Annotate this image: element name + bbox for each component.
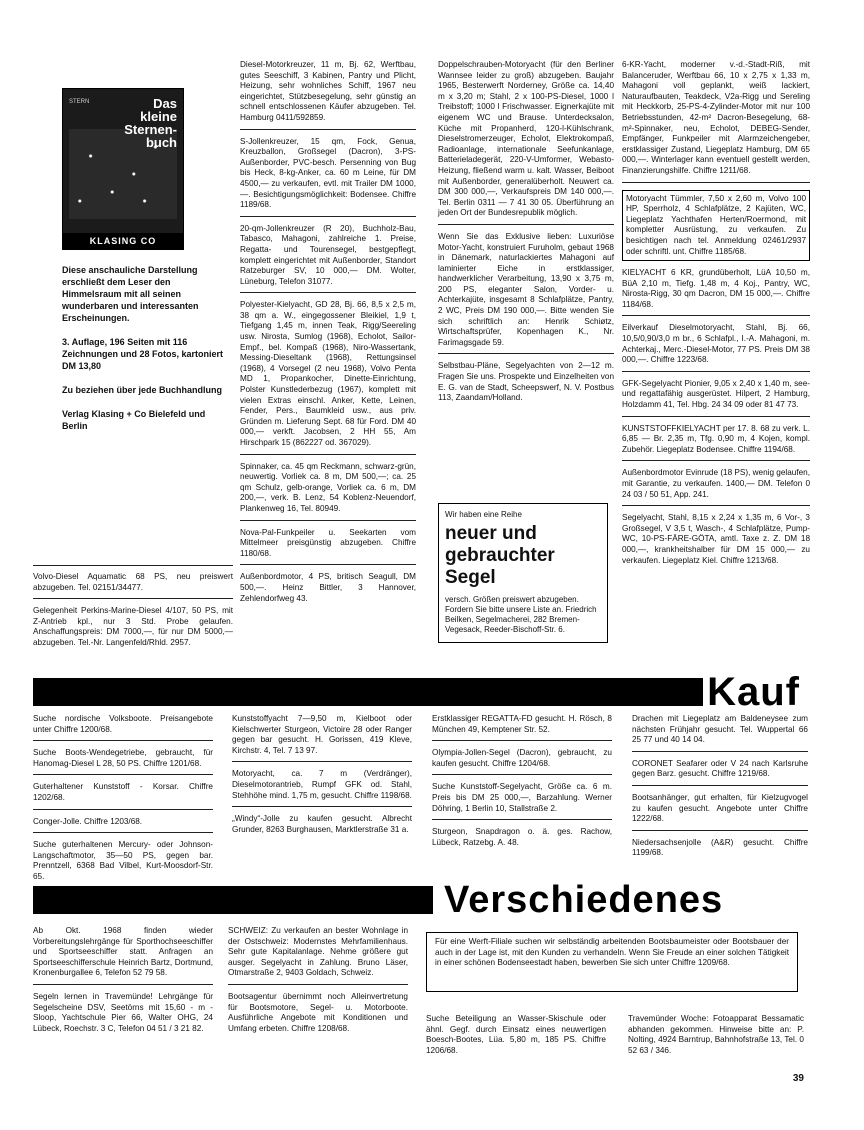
classified-ad: Gelegenheit Perkins-Marine-Diesel 4/107, 50 PS, mit Z-Antrieb kpl., nur 3 Std. Probe gelaufen. Anschaffungspreis: DM 7000,—, für nur DM 5000,— abzugeben. Tel.-Nr. Langenfeld/Rhld. 2957. [33,606,233,647]
kauf-column-4 [632,714,808,871]
classified-ad: Suche Kunststoff-Segelyacht, Größe ca. 6 m. Preis bis DM 25 000,—, Barzahlung. Werner Döhring, 1 Berlin 10, Stallstraße 2. [432,782,612,820]
classified-ad: Segelyacht, Stahl, 8,15 x 2,24 x 1,35 m, 6 Vor-, 3 Großsegel, V 3,5 t, Wasch-, 4 Schlafplätze, Pump-WC, 10-PS-FÄRE-GÖTA, amtl. Taxe z. Z. DM 18 000,—, krankheitshalber für DM 15 000,— zu verkaufen. Liegeplatz Kiel. Chiffre 1213/68. [622,513,810,565]
classified-ad: S-Jollenkreuzer, 15 qm, Fock, Genua, Kreuzballon, Großsegel (Dacron), 3-PS-Außenborder, PVC-besch. Persenning von Bug bis Heck, 8-kg-Anker, ca. 60 m Leine, für DM 4500,— zu verkaufen, evtl. mit Trailer DM 1000,—. Besichtigungsmöglichkeit: Bodensee. Chiffre 1189/68. [240,137,416,217]
classified-ad: Drachen mit Liegeplatz am Baldeneysee zum nächsten Frühjahr gesucht. Tel. Wuppertal 66 25 77 und 40 14 04. [632,714,808,752]
verschiedenes-column-2 [228,926,408,1046]
sails-headline: neuer und gebrauchter Segel [445,523,555,588]
sails-box-ad [438,503,608,643]
classified-ad: Spinnaker, ca. 45 qm Reckmann, schwarz-grün, neuwertig. Vorliek ca. 8 m, DM 500,—; ca. 25 qm Schulz, gelb-orange, Vorliek ca. 6 m, DM 200,—, verk. B. Lenz, 54 Koblenz-Neuendorf, Plankenweg 16, Tel. 80949. [240,462,416,521]
classified-ad: Suche Beteiligung an Wasser-Skischule oder ähnl. Gegf. durch Einsatz eines neuwertigen Boesch-Bootes, Lüa. 5,80 m, 185 PS. Chiffre 1206/68. [426,1014,606,1055]
verschiedenes-column-4 [628,1014,804,1068]
classified-ad: Segeln lernen in Travemünde! Lehrgänge für Segelscheine DSV, Seetörns mit 15,60 - m - Sloop, Yachtschule Pier 66, Walter OHG, 24 Lübeck, Roechstr. 3 C, Telefon 04 51 / 3 21 82. [33,991,213,1033]
book-title: Das kleine Sternen- buch [124,96,177,150]
classified-ad: Niedersachsenjolle (A&R) gesucht. Chiffre 1199/68. [632,837,808,858]
classified-ad: CORONET Seafarer oder V 24 nach Karlsruhe gegen Barz. gesucht. Chiffre 1219/68. [632,759,808,786]
classified-ad: GFK-Segelyacht Pionier, 9,05 x 2,40 x 1,40 m, see- und regattafähig ausgerüstet. Hilpert, 2 Hamburg, Holzdamm 41, Tel. Hbg. 24 34 09 oder 81 47 73. [622,379,810,417]
classified-ad: SCHWEIZ: Zu verkaufen an bester Wohnlage in der Ostschweiz: Modernstes Mehrfamilienhaus. Sehr gute Kapitalanlage. Nehme größere gut ausger. Segelyacht in Zahlung. Bruno Läser, Otmarstraße 2, 9403 Goldach, Schweiz. [228,926,408,985]
classified-ad: Motoryacht, ca. 7 m (Verdränger), Dieselmotorantrieb, Rumpf GFK od. Stahl, Stehhöhe mind. 1,75 m, gesucht. Chiffre 1198/68. [232,769,412,807]
kauf-heading: Kauf [703,672,804,712]
kauf-column-2 [232,714,412,847]
classified-ad: Außenbordmotor Evinrude (18 PS), wenig gelaufen, mit Garantie, zu verkaufen. 1400,— DM. Telefon 0 24 03 / 50 51, App. 241. [622,468,810,506]
classified-ad: Selbstbau-Pläne, Segelyachten von 2—12 m. Fragen Sie uns. Prospekte und Einzelheiten von E. G. van de Stadt, Scheepswerf, N. V. Postbus 113, Zaandam/Holland. [438,361,614,403]
classified-ad: Suche guterhaltenen Mercury- oder Johnson-Langschaftmotor, 35—50 PS, gegen bar. Prenntzell, 6368 Bad Vilbel, Kurt-Moosdorf-Str. 65. [33,840,213,881]
sails-body: versch. Größen preiswert abzugeben. Fordern Sie bitte unsere Liste an. Friedrich Beilken, Segelmacherei, 282 Bremen-Vegesack, Reeder-Bischoff-Str. 6. [445,595,597,634]
classified-ad: Bootsanhänger, gut erhalten, für Kielzugvogel zu kaufen gesucht. Angebote unter Chiffre 1222/68. [632,793,808,831]
classified-ad: Bootsagentur übernimmt noch Alleinvertretung für Bootsmotore, Segel- u. Motorboote. Ausführliche Angebote mit Konditionen und Umfang erbeten. Chiffre 1208/68. [228,991,408,1033]
classified-ad: Eilverkauf Dieselmotoryacht, Stahl, Bj. 66, 10,5/0,90/3,0 m br., 6 Schlafpl., I.-A. Mahagoni, m. Achterkaj., Merc.-Diesel-Motor, 77 PS. Preis DM 38 000,—. Chiffre 1223/68. [622,323,810,371]
verschiedenes-column-1 [33,926,213,1046]
classified-ad: Olympia-Jollen-Segel (Dacron), gebraucht, zu kaufen gesucht. Chiffre 1204/68. [432,748,612,775]
column-1-ads [33,560,233,661]
kauf-banner-bar [33,678,803,706]
kauf-column-3 [432,714,612,860]
classified-ad: KUNSTSTOFFKIELYACHT per 17. 8. 68 zu verk. L. 6,85 — Br. 2,35 m, Tfg. 0,90 m, 4 Kojen, kompl. Zubehör. Liegeplatz Bodensee. Chiffre 1194/68. [622,424,810,462]
verschiedenes-heading: Verschiedenes [440,880,727,920]
classified-ad: „Windy“-Jolle zu kaufen gesucht. Albrecht Grunder, 8263 Burghausen, Marktlerstraße 31 a. [232,814,412,834]
classified-ad: Außenbordmotor, 4 PS, britisch Seagull, DM 500,—. Heinz Bittler, 3 Hannover, Zehlendorfweg 43. [240,572,416,603]
classified-ad: Travemünder Woche: Fotoapparat Bessamatic abhanden gekommen. Hinweise bitte an: P. Nolting, 4924 Barntrup, Bahnhofstraße 13, Tel. 0 52 63 / 346. [628,1014,804,1055]
book-publisher-mark: KLASING CO [63,233,183,249]
book-brand: STERN [69,99,90,105]
classified-ad: Ab Okt. 1968 finden wieder Vorbereitungslehrgänge für Sporthochseeschiffer und Sportseeschiffer statt. Anfragen an Sportseeschifferschule Heinrich Bartz, Dortmund, Kronenburgallee 6, Telefon 52 79 58. [33,926,213,985]
classified-ad: Suche nordische Volksboote. Preisangebote unter Chiffre 1200/68. [33,714,213,741]
promo-publisher: Verlag Klasing + Co Bielefeld und Berlin [62,409,206,431]
classified-ad: Erstklassiger REGATTA-FD gesucht. H. Rösch, 8 München 49, Kemptener Str. 52. [432,714,612,741]
verschiedenes-column-3 [426,1014,606,1068]
promo-details: 3. Auflage, 196 Seiten mit 116 Zeichnungen und 28 Fotos, kartoniert DM 13,80 [62,337,224,371]
classified-ad: KIELYACHT 6 KR, grundüberholt, LüA 10,50 m, BüA 2,10 m, Tiefg. 1,48 m, 4 Koj., Pantry, WC, Nirosta-Rigg, 30 qm Dacron, DM 15 000,—. Chiffre 1184/68. [622,268,810,316]
column-3-ads [438,60,614,416]
classified-ad: 20-qm-Jollenkreuzer (R 20), Buchholz-Bau, Tabasco, Mahagoni, zahlreiche 1. Preise, Regatta- und Tourensegel, bestgepflegt, komplett eingerichtet mit Außenborder, Standort Ratzeburger SV, 10 000,— DM. Wolter, Lüneburg, Telefon 31077. [240,224,416,294]
classified-ad: Volvo-Diesel Aquamatic 68 PS, neu preiswert abzugeben. Tel. 02151/34477. [33,572,233,599]
page-number: 39 [792,1073,804,1084]
classified-ad: Guterhaltener Kunststoff - Korsar. Chiffre 1202/68. [33,782,213,809]
classified-ad: Diesel-Motorkreuzer, 11 m, Bj. 62, Werftbau, gutes Seeschiff, 3 Kabinen, Pantry und Plicht, Heizung, sehr wohnliches Schiff, 1967 neu eingerichtet, Stützbesegelung, sehr günstig an schnell entschlossenen Käufer abzugeben. Tel. Hamburg 0411/592859. [240,60,416,130]
sails-intro: Wir haben eine Reihe [445,510,522,519]
column-4-ads [622,60,810,578]
classified-ad: Polyester-Kielyacht, GD 28, Bj. 66, 8,5 x 2,5 m, 38 qm a. W., eingegossener Bleikiel, 1,9 t, Tiefgang 1,45 m, innen Teak, Rigg/Seereling usw. Nirosta, Sumlog (1968), Echolot, Sailor-Empf., bel. Kompaß (1968), Niro-Wassertank, Messing-Dieseltank (1968), Rettungsinsel (1968), 4 Vorsegel (2 neu 1968), Volvo Penta MD 1, Propankocher, Dinette-Einrichtung, Polster Kunstlederbezug (1967), komplett mit vielen Extras einschl. Anker, Kette, Leinen, Fender, Pers., Baumkleid usw., aus priv. Gründen m. Lieferung Sept. 68 für Ford. DM 40 000,— verkft. Jacobsen, 2 HH 55, Am Hirschpark 15 (862227 od. 367029). [240,300,416,454]
verschiedenes-banner-bar [33,886,433,914]
tuemmler-framed-ad: Motoryacht Tümmler, 7,50 x 2,60 m, Volvo 100 HP, Sperrholz, 4 Schlafplätze, 2 Kajüten, WC, Liegeplatz Yachthafen Herten/Roermond, mit kompletter Ausrüstung, zu verkaufen. Zu besichtigen nach tel. Anmeldung 02461/2937 oder schriftl. unt. Chiffre 1185/68. [622,190,810,262]
promo-availability: Zu beziehen über jede Buchhandlung [62,385,223,395]
column-2-ads [240,60,416,616]
classified-ad: Suche Boots-Wendegetriebe, gebraucht, für Hanomag-Diesel L 28, 50 PS. Chiffre 1201/68. [33,748,213,775]
kauf-column-1 [33,714,213,895]
classified-ad: Conger-Jolle. Chiffre 1203/68. [33,817,213,834]
book-cover-image [62,88,184,250]
promo-description: Diese anschauliche Darstellung erschließt dem Leser den Himmelsraum mit all seinen wunderbaren und interessanten Erscheinungen. [62,265,199,323]
classified-ad: Wenn Sie das Exklusive lieben: Luxuriöse Motor-Yacht, konstruiert Furuholm, gebaut 1968 in Dänemark, naturlackiertes Mahagoni auf laminierter Eiche in erstklassiger, handwerklicher Verarbeitung, 13,90 x 3,75 m, 200 PS, eleganter Salon, Vorder- u. Achterkajüte, insgesamt 8 Schlafplätze, Pantry, 2 WC, Preis DM 190 000,—. Bitte wenden Sie sich schriftlich an: Henrik Schiøtz, Wirtschaftsprüfer, Kopenhagen K., Nr. Farimagsgade 59. [438,232,614,355]
classified-ad: Kunststoffyacht 7—9,50 m, Kielboot oder Kielschwerter Sturgeon, Victoire 28 oder Ranger gegen bar gesucht. H. Gorissen, 419 Kleve, Kirchstr. 4, Tel. 7 13 97. [232,714,412,762]
classified-ad: Doppelschrauben-Motoryacht (für den Berliner Wannsee leider zu groß) abzugeben. Baujahr 1965, Besterwerft Norderney, Größe ca. 14,40 m x 3,20 m; Stahl, 2 x 100-PS-Diesel, 1000 l Treibstoff; 1000 l Frischwasser. Eignerkajüte mit eigenem WC und Brause. Unterdecksalon, Küche mit Propanherd, 120-l-Kühlschrank, Dieselstromerzeuger, Echolot, Elektrokompaß, Radioanlage, internationale Seefunkanlage, Batterieladegerät, 220-V-Umformer, Webasto-Heizung, fließend warm u. kalt. Wasser, Beiboot mit Außenborder, generalüberholt. Neuwert ca. DM 300 000,—, Verkaufspreis DM 140 000,—. Tel. Berlin 0311 — 7 41 30 05. Überführung an jeden Ort der Bundesrepublik möglich. [438,60,614,225]
classified-ad: 6-KR-Yacht, moderner v.-d.-Stadt-Riß, mit Balanceruder, Werftbau 66, 10 x 2,75 x 1,33 m, Mahagoni voll geplankt, weiß lackiert, Naturaufbauten, Teakdeck, V2a-Rigg und Sereling mit Heckkorb, 25-PS-4-Zylinder-Motor mit nur 100 Betriebsstunden, 42-m² Dacron-Besegelung, 68-m²-Spinnaker, neu, Echolot, DEBEG-Sender, Empfänger, Funkpeiler mit Alarmzeichengeber, erstklassiger Zustand, Liegeplatz Hamburg, DM 65 000,—. Winterlager kann eventuell gestellt werden, Finanzierungshilfe. Chiffre 1211/68. [622,60,810,183]
classified-ad: Sturgeon, Snapdragon o. ä. ges. Rachow, Lübeck, Ratzebg. A. 48. [432,827,612,847]
werft-job-ad: Für eine Werft-Filiale suchen wir selbständig arbeitenden Bootsbaumeister oder Bootsbauer der auch in der Lage ist, mit den Kunden zu verhandeln. Wenn Sie Freude an einer solchen Tätigkeit in einer schönen Bodenseestadt haben, bewerben Sie sich unter Chiffre 1209/68. [426,932,798,992]
book-promo-text [62,264,232,444]
classified-ad: Nova-Pal-Funkpeiler u. Seekarten vom Mittelmeer preisgünstig abzugeben. Chiffre 1180/68. [240,528,416,566]
